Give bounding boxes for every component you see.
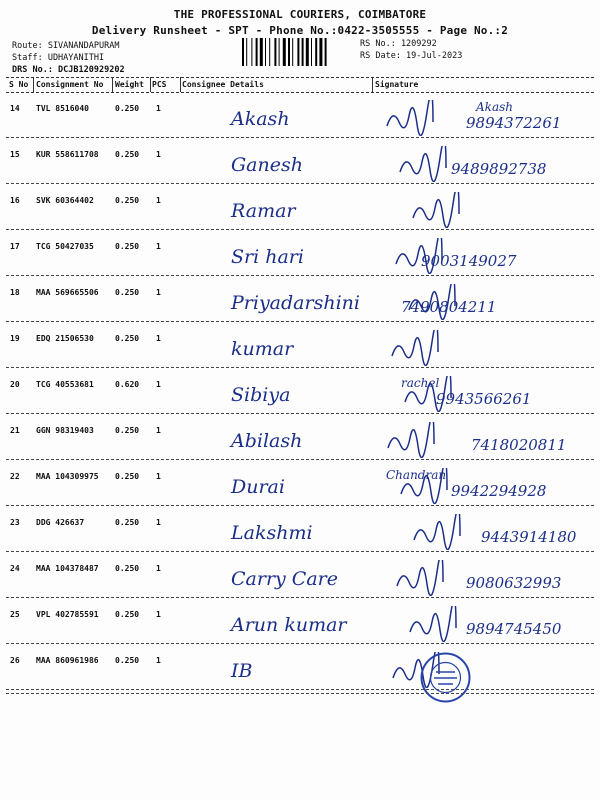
row-pcs: 1 bbox=[156, 196, 161, 205]
row-sno: 16 bbox=[10, 196, 20, 205]
delivery-stamp bbox=[418, 650, 473, 705]
row-weight: 0.250 bbox=[115, 288, 140, 297]
row-signature bbox=[381, 514, 596, 550]
row-consignee-handwritten: IB bbox=[231, 660, 253, 682]
row-pcs: 1 bbox=[156, 104, 161, 113]
row-weight: 0.250 bbox=[115, 472, 140, 481]
row-consignee-handwritten: Durai bbox=[231, 476, 285, 498]
row-sno: 18 bbox=[10, 288, 20, 297]
col-sno: S No bbox=[9, 80, 29, 89]
row-consignment-no: MAA 860961986 bbox=[36, 656, 99, 665]
col-pcs: PCS bbox=[152, 80, 167, 89]
col-consignee: Consignee Details bbox=[182, 80, 264, 89]
route-label: Route: SIVANANDAPURAM bbox=[12, 41, 120, 51]
row-weight: 0.250 bbox=[115, 610, 140, 619]
row-phone-handwritten: 9894745450 bbox=[466, 620, 562, 638]
col-divider bbox=[150, 77, 151, 92]
row-signature bbox=[381, 330, 596, 366]
row-signature bbox=[381, 376, 596, 412]
row-sno: 14 bbox=[10, 104, 20, 113]
row-sno: 26 bbox=[10, 656, 20, 665]
row-consignee-handwritten: Akash bbox=[231, 108, 290, 130]
row-sno: 20 bbox=[10, 380, 20, 389]
row-sno: 23 bbox=[10, 518, 20, 527]
row-consignment-no: SVK 60364402 bbox=[36, 196, 94, 205]
row-consignee-handwritten: Priyadarshini bbox=[231, 292, 360, 314]
drs-label: DRS No.: DCJB120929202 bbox=[12, 65, 125, 75]
row-weight: 0.250 bbox=[115, 334, 140, 343]
row-weight: 0.250 bbox=[115, 656, 140, 665]
row-pcs: 1 bbox=[156, 150, 161, 159]
row-consignee-handwritten: Ganesh bbox=[231, 154, 303, 176]
delivery-rows bbox=[6, 92, 594, 692]
rs-date: RS Date: 19-Jul-2023 bbox=[360, 51, 463, 61]
row-consignee-handwritten: Arun kumar bbox=[231, 614, 347, 636]
row-signature bbox=[381, 560, 596, 596]
row-phone-handwritten: 9894372261 bbox=[466, 114, 562, 132]
row-pcs: 1 bbox=[156, 242, 161, 251]
table-header bbox=[6, 77, 594, 91]
row-weight: 0.620 bbox=[115, 380, 140, 389]
row-signature bbox=[381, 422, 596, 458]
col-weight: Weight bbox=[115, 80, 144, 89]
table-bottom-rule bbox=[6, 693, 594, 694]
row-consignment-no: TVL 8516040 bbox=[36, 104, 89, 113]
row-consignment-no: MAA 104309975 bbox=[36, 472, 99, 481]
row-signature bbox=[381, 284, 596, 320]
row-consignment-no: DDG 426637 bbox=[36, 518, 85, 527]
row-consignee-handwritten: Sibiya bbox=[231, 384, 291, 406]
row-sno: 19 bbox=[10, 334, 20, 343]
row-consignee-handwritten: Sri hari bbox=[231, 246, 304, 268]
row-sno: 24 bbox=[10, 564, 20, 573]
row-signature bbox=[381, 606, 596, 642]
row-consignment-no: MAA 569665506 bbox=[36, 288, 99, 297]
col-divider bbox=[33, 77, 34, 92]
row-pcs: 1 bbox=[156, 426, 161, 435]
row-signature bbox=[381, 192, 596, 228]
row-sno: 17 bbox=[10, 242, 20, 251]
row-consignee-handwritten: kumar bbox=[231, 338, 294, 360]
signature-scribble bbox=[381, 330, 596, 366]
row-sno: 22 bbox=[10, 472, 20, 481]
table-row bbox=[6, 184, 594, 230]
row-weight: 0.250 bbox=[115, 242, 140, 251]
row-sno: 25 bbox=[10, 610, 20, 619]
table-row bbox=[6, 368, 594, 414]
row-consignment-no: GGN 98319403 bbox=[36, 426, 94, 435]
row-consignee-handwritten: Lakshmi bbox=[231, 522, 313, 544]
table-row bbox=[6, 644, 594, 690]
row-pcs: 1 bbox=[156, 380, 161, 389]
row-pcs: 1 bbox=[156, 564, 161, 573]
row-pcs: 1 bbox=[156, 518, 161, 527]
row-consignment-no: TCG 40553681 bbox=[36, 380, 94, 389]
row-weight: 0.250 bbox=[115, 426, 140, 435]
row-signature-note: rachel bbox=[401, 376, 440, 390]
col-consignment: Consignment No bbox=[36, 80, 104, 89]
row-pcs: 1 bbox=[156, 334, 161, 343]
table-row bbox=[6, 414, 594, 460]
row-phone-handwritten: 9943566261 bbox=[436, 390, 532, 408]
col-signature: Signature bbox=[375, 80, 419, 89]
row-pcs: 1 bbox=[156, 656, 161, 665]
row-consignee-handwritten: Ramar bbox=[231, 200, 296, 222]
signature-scribble bbox=[381, 192, 596, 228]
table-row bbox=[6, 322, 594, 368]
row-sno: 15 bbox=[10, 150, 20, 159]
row-signature-note: Chandran bbox=[386, 468, 447, 482]
barcode bbox=[241, 38, 351, 66]
table-row bbox=[6, 598, 594, 644]
row-consignment-no: VPL 402785591 bbox=[36, 610, 99, 619]
row-phone-handwritten: 9942294928 bbox=[451, 482, 547, 500]
runsheet-subtitle: Delivery Runsheet - SPT - Phone No.:0422-3505555 - Page No.:2 bbox=[91, 24, 509, 37]
staff-label: Staff: UDHAYANITHI bbox=[12, 53, 105, 63]
row-signature bbox=[381, 652, 596, 688]
company-title: THE PROFESSIONAL COURIERS, COIMBATORE bbox=[173, 8, 427, 21]
col-divider bbox=[112, 77, 113, 92]
row-signature bbox=[381, 100, 596, 136]
route-info bbox=[12, 40, 125, 76]
col-divider bbox=[372, 77, 373, 92]
row-consignee-handwritten: Carry Care bbox=[231, 568, 338, 590]
table-row bbox=[6, 506, 594, 552]
row-sno: 21 bbox=[10, 426, 20, 435]
row-pcs: 1 bbox=[156, 472, 161, 481]
row-pcs: 1 bbox=[156, 288, 161, 297]
rs-number: RS No.: 1209292 bbox=[360, 39, 437, 49]
row-consignment-no: TCG 50427035 bbox=[36, 242, 94, 251]
row-signature bbox=[381, 146, 596, 182]
row-phone-handwritten: 9003149027 bbox=[421, 252, 517, 270]
col-divider bbox=[180, 77, 181, 92]
row-signature bbox=[381, 468, 596, 504]
row-weight: 0.250 bbox=[115, 564, 140, 573]
row-consignment-no: KUR 558611708 bbox=[36, 150, 99, 159]
table-row bbox=[6, 460, 594, 506]
row-consignment-no: EDQ 21506530 bbox=[36, 334, 94, 343]
row-phone-handwritten: 9443914180 bbox=[481, 528, 577, 546]
rs-info bbox=[360, 38, 462, 62]
row-divider bbox=[6, 689, 594, 690]
row-weight: 0.250 bbox=[115, 196, 140, 205]
signature-scribble bbox=[381, 652, 596, 688]
table-row bbox=[6, 92, 594, 138]
row-weight: 0.250 bbox=[115, 518, 140, 527]
row-signature bbox=[381, 238, 596, 274]
row-pcs: 1 bbox=[156, 610, 161, 619]
row-phone-handwritten: 7418020811 bbox=[471, 436, 567, 454]
row-consignee-handwritten: Abilash bbox=[231, 430, 303, 452]
row-weight: 0.250 bbox=[115, 104, 140, 113]
row-phone-handwritten: 7490804211 bbox=[401, 298, 497, 316]
table-row bbox=[6, 138, 594, 184]
table-row bbox=[6, 276, 594, 322]
row-phone-handwritten: 9080632993 bbox=[466, 574, 562, 592]
row-phone-handwritten: 9489892738 bbox=[451, 160, 547, 178]
table-row bbox=[6, 230, 594, 276]
table-row bbox=[6, 552, 594, 598]
row-consignment-no: MAA 104378487 bbox=[36, 564, 99, 573]
row-signature-note: Akash bbox=[476, 100, 513, 114]
row-weight: 0.250 bbox=[115, 150, 140, 159]
